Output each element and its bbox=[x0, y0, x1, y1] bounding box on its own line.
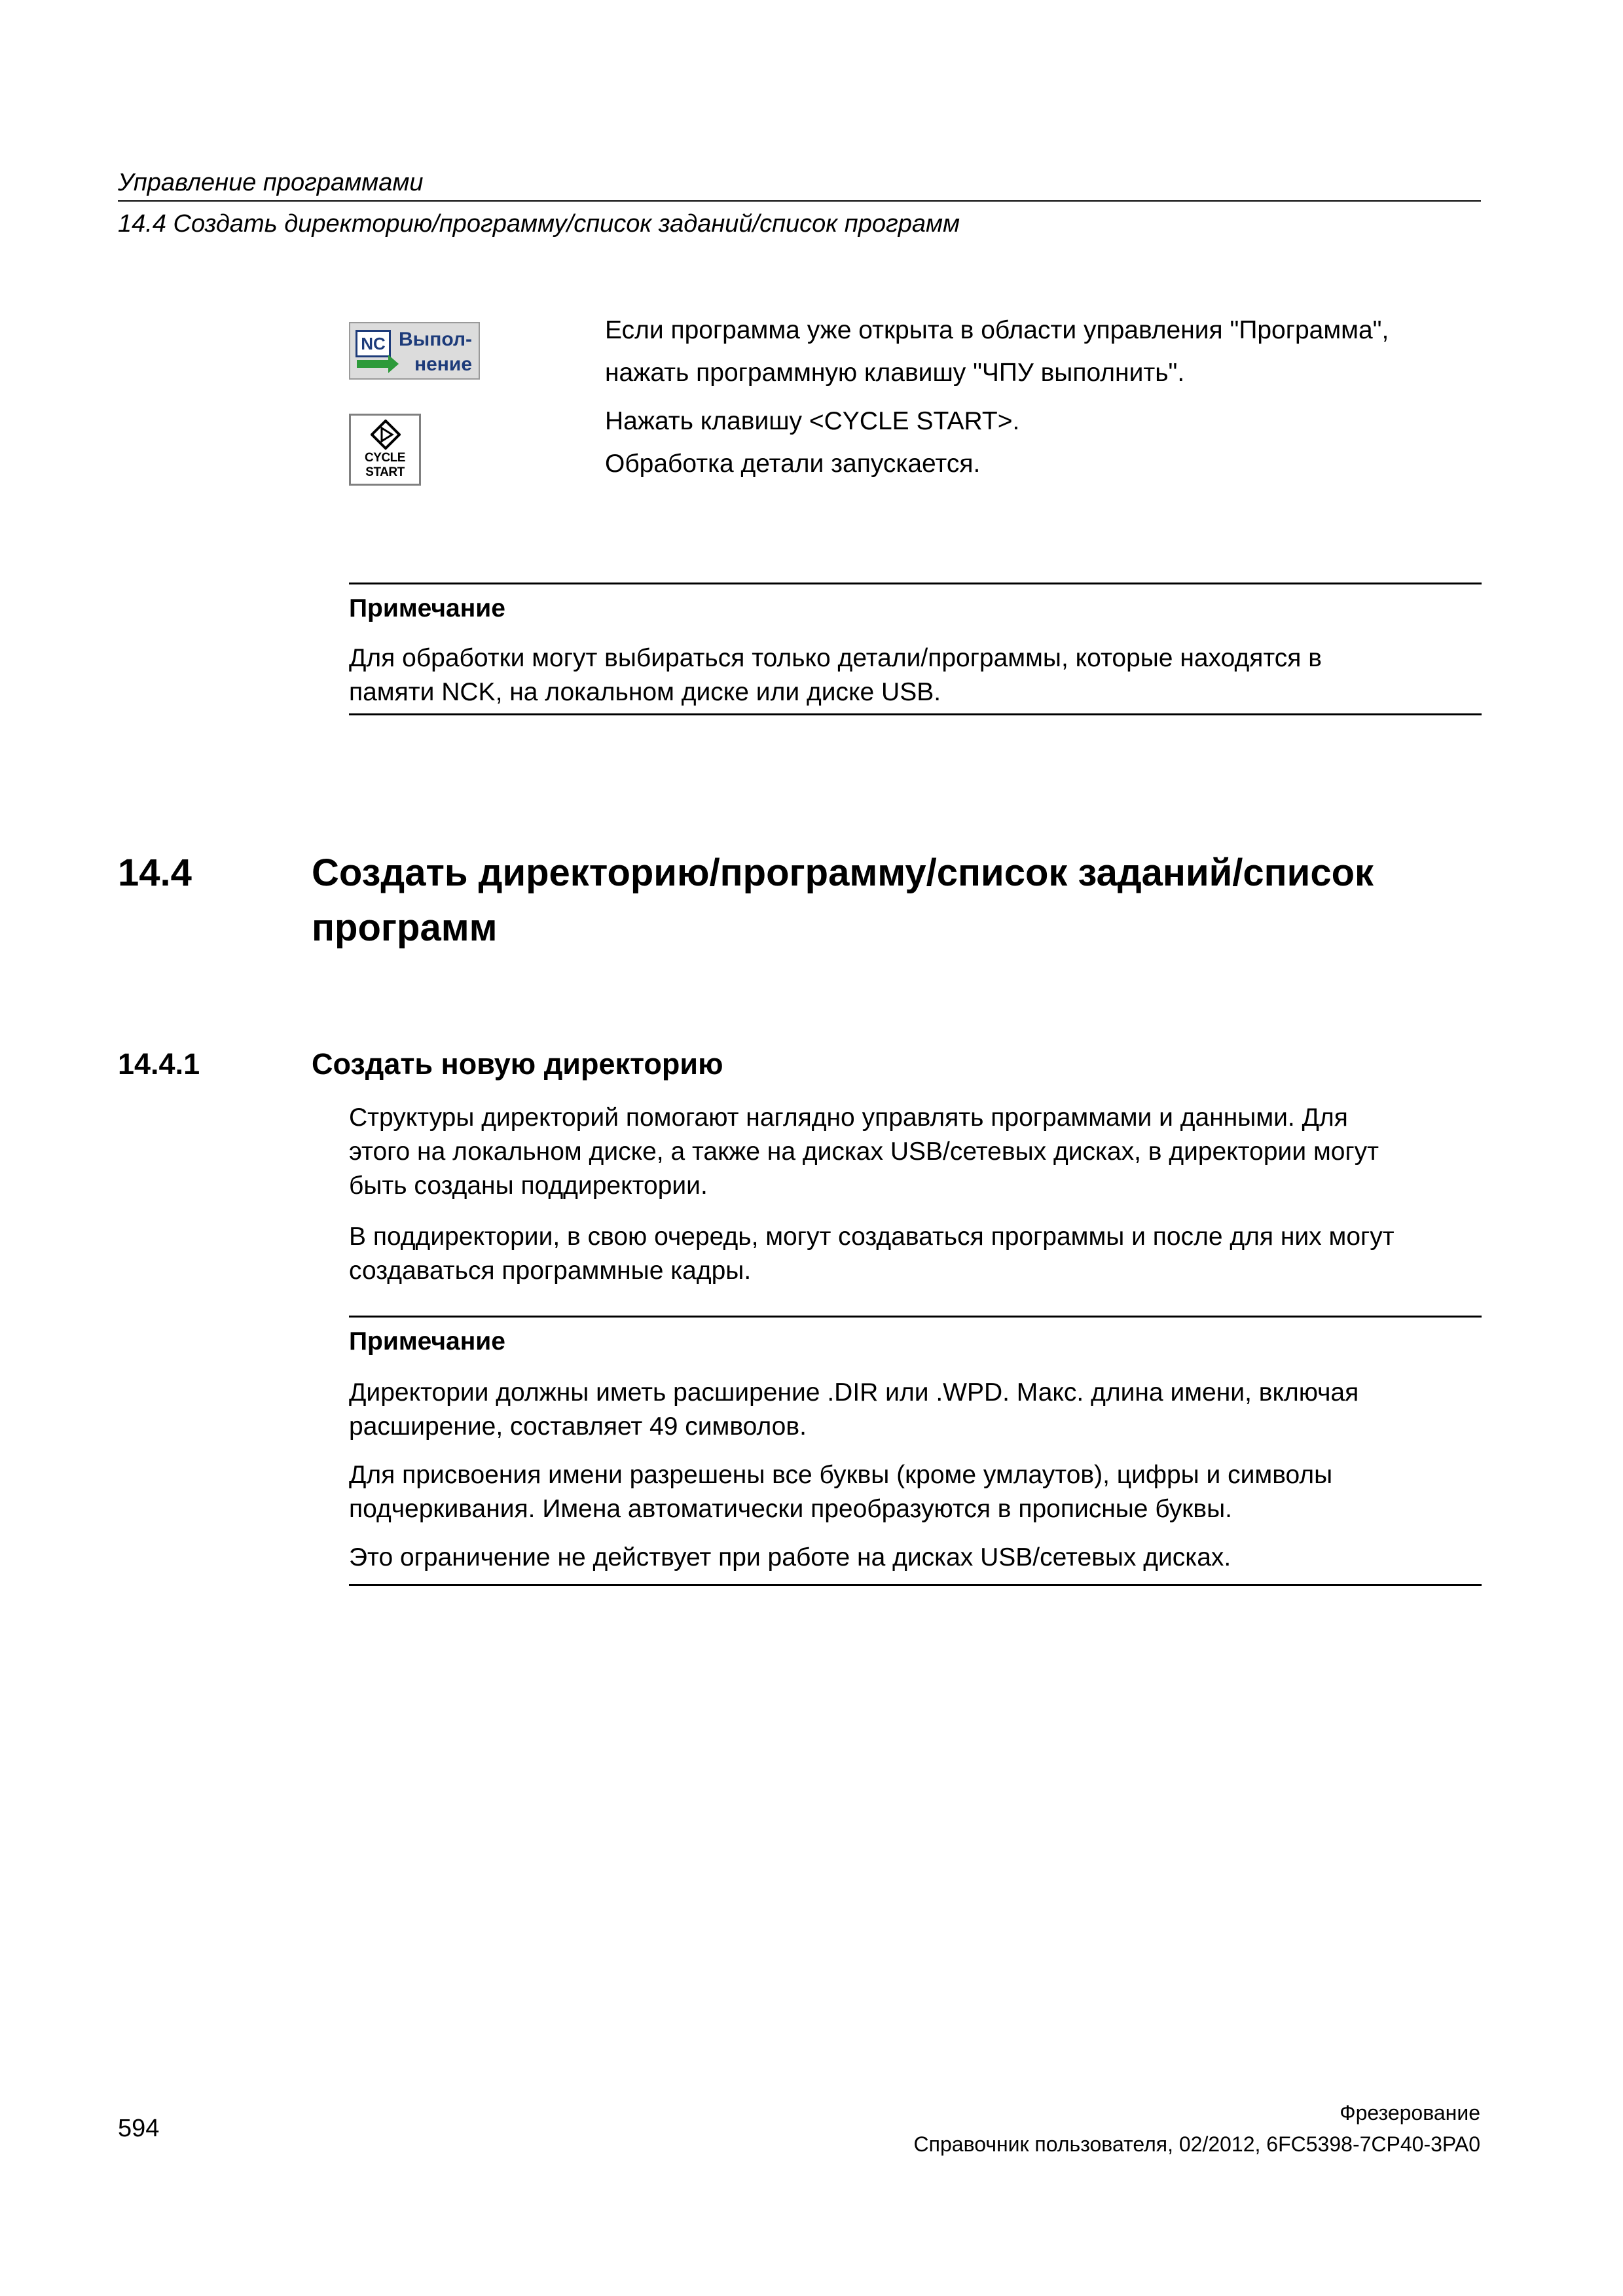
body-p1-line1: Структуры директорий помогают наглядно управлять программами и данными. Для bbox=[349, 1103, 1348, 1132]
note1-text bbox=[349, 641, 1482, 709]
body-p1-line3: быть созданы поддиректории. bbox=[349, 1172, 708, 1200]
nc-execute-softkey-icon bbox=[349, 322, 480, 380]
note2-top-rule bbox=[349, 1316, 1482, 1318]
note2-paragraph-2 bbox=[349, 1458, 1482, 1526]
step2-line1: Нажать клавишу <CYCLE START>. bbox=[605, 407, 1020, 435]
running-header-section: 14.4 Создать директорию/программу/список заданий/список программ bbox=[118, 210, 960, 238]
note2-p1-line1: Директории должны иметь расширение .DIR или .WPD. Макс. длина имени, включая bbox=[349, 1378, 1359, 1407]
header-divider bbox=[118, 200, 1481, 202]
note1-line1: Для обработки могут выбираться только детали/программы, которые находятся в bbox=[349, 644, 1322, 672]
step2-line2: Обработка детали запускается. bbox=[605, 450, 981, 478]
body-p2-line1: В поддиректории, в свою очередь, могут создаваться программы и после для них могут bbox=[349, 1223, 1395, 1251]
note2-p2-line2: подчеркивания. Имена автоматически преобразуются в прописные буквы. bbox=[349, 1495, 1232, 1523]
cycle-start-key-icon bbox=[349, 414, 421, 486]
diamond-start-icon bbox=[371, 420, 401, 450]
step1-text bbox=[605, 309, 1482, 394]
note2-p1-line2: расширение, составляет 49 символов. bbox=[349, 1412, 807, 1441]
arrow-icon bbox=[357, 360, 390, 368]
section-title-line1: Создать директорию/программу/список заданий/список bbox=[312, 852, 1374, 894]
footer-product: Фрезерование bbox=[1340, 2101, 1480, 2125]
section-title bbox=[312, 846, 1425, 956]
note1-bottom-rule bbox=[349, 713, 1482, 715]
section-number: 14.4 bbox=[118, 852, 192, 894]
nc-badge: NC bbox=[356, 330, 391, 357]
running-header-chapter: Управление программами bbox=[118, 169, 424, 196]
step2-text bbox=[605, 400, 1482, 485]
softkey-label-line1: Выпол- bbox=[399, 329, 473, 350]
note2-title: Примечание bbox=[349, 1327, 505, 1355]
body-paragraph-2 bbox=[349, 1220, 1482, 1288]
body-p2-line2: создаваться программные кадры. bbox=[349, 1257, 752, 1285]
note1-top-rule bbox=[349, 583, 1482, 584]
note2-paragraph-1 bbox=[349, 1376, 1482, 1444]
softkey-label bbox=[399, 327, 477, 377]
softkey-label-line2: нение bbox=[414, 353, 473, 375]
subsection-title: Создать новую директорию bbox=[312, 1047, 723, 1081]
step1-line1: Если программа уже открыта в области управления "Программа", bbox=[605, 316, 1389, 344]
note1-line2: памяти NCK, на локальном диске или диске USB. bbox=[349, 678, 941, 706]
note2-bottom-rule bbox=[349, 1584, 1482, 1586]
note2-paragraph-3: Это ограничение не действует при работе на дисках USB/сетевых дисках. bbox=[349, 1543, 1231, 1571]
cycle-label-line2: START bbox=[365, 465, 405, 479]
body-paragraph-1 bbox=[349, 1101, 1482, 1203]
page-number: 594 bbox=[118, 2115, 160, 2142]
subsection-number: 14.4.1 bbox=[118, 1047, 200, 1081]
footer-reference: Справочник пользователя, 02/2012, 6FC5398-7CP40-3PA0 bbox=[913, 2132, 1480, 2156]
note2-p2-line1: Для присвоения имени разрешены все буквы (кроме умлаутов), цифры и символы bbox=[349, 1461, 1333, 1489]
note1-title: Примечание bbox=[349, 594, 505, 622]
body-p1-line2: этого на локальном диске, а также на дисках USB/сетевых дисках, в директории могут bbox=[349, 1138, 1379, 1166]
cycle-start-key-label bbox=[351, 451, 419, 480]
arrowhead-icon bbox=[388, 355, 399, 373]
step1-line2: нажать программную клавишу "ЧПУ выполнить". bbox=[605, 359, 1185, 387]
cycle-label-line1: CYCLE bbox=[365, 451, 405, 465]
section-title-line2: программ bbox=[312, 906, 498, 949]
